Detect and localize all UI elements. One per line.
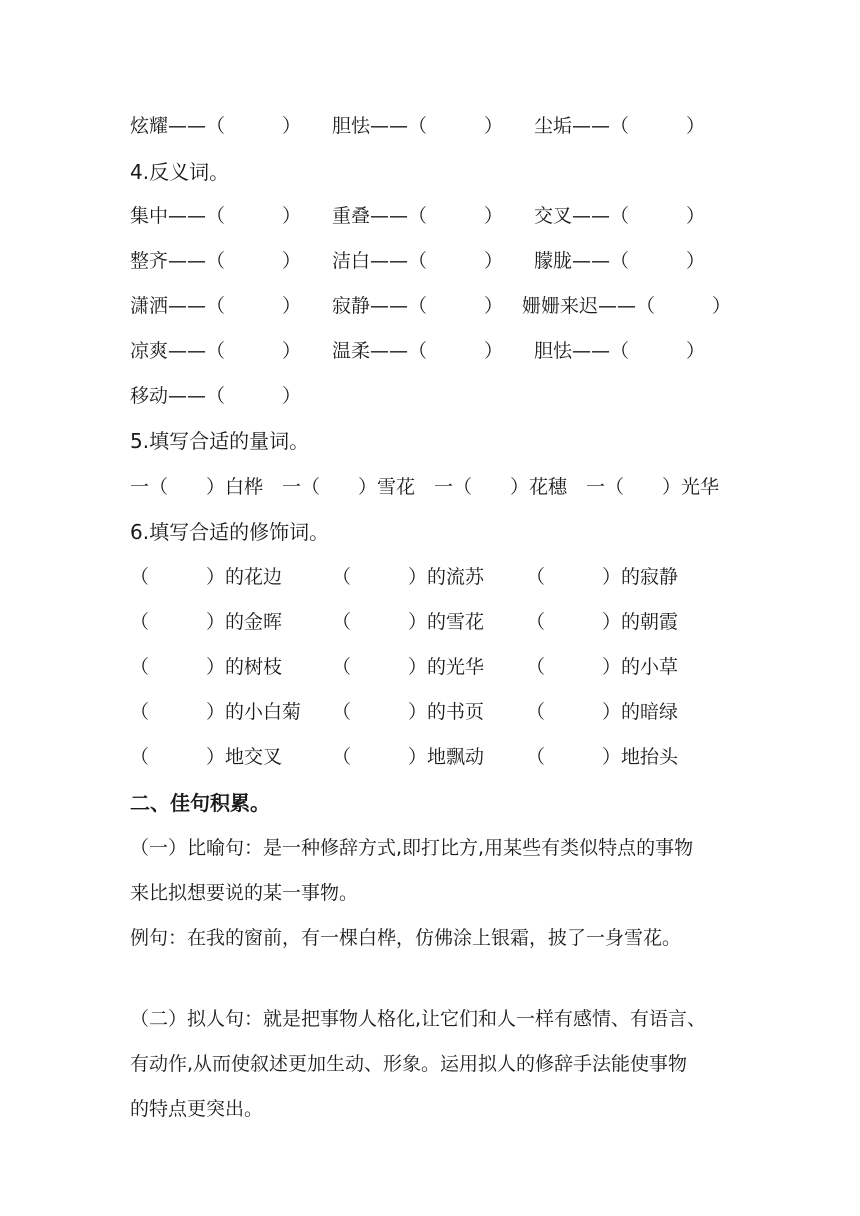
antonym-item: 温柔——（ ） <box>332 340 504 362</box>
antonym-item: 姗姗来迟——（ ） <box>522 295 732 317</box>
modifier-item: （ ）的书页 <box>332 701 485 723</box>
antonym-row <box>0 378 860 414</box>
modifier-row <box>0 694 860 730</box>
personification-definition: 的特点更突出。 <box>130 1098 264 1120</box>
personification-definition: 有动作,从而使叙述更加生动、形象。运用拟人的修辞手法能使事物 <box>130 1053 688 1075</box>
antonym-item: 交叉——（ ） <box>534 205 706 227</box>
modifier-row <box>0 559 860 595</box>
measure-word-item: 一（ ）光华 <box>586 476 720 498</box>
antonym-row <box>0 288 860 324</box>
example-sentence: 例句：在我的窗前，有一棵白桦，仿佛涂上银霜，披了一身雪花。 <box>130 927 682 949</box>
measure-word-item: 一（ ）雪花 <box>282 476 416 498</box>
modifier-item: （ ）地交叉 <box>130 746 283 768</box>
antonym-item: 胆怯——（ ） <box>534 340 706 362</box>
modifier-row <box>0 739 860 775</box>
measure-word-item: 一（ ）花穗 <box>434 476 568 498</box>
modifier-item: （ ）的小草 <box>526 656 679 678</box>
modifier-item: （ ）地飘动 <box>332 746 485 768</box>
modifier-item: （ ）的树枝 <box>130 656 283 678</box>
antonym-row <box>0 198 860 234</box>
modifier-item: （ ）的花边 <box>130 566 283 588</box>
modifier-item: （ ）地抬头 <box>526 746 679 768</box>
metaphor-definition: （一）比喻句：是一种修辞方式,即打比方,用某些有类似特点的事物 <box>130 837 694 859</box>
antonym-row <box>0 333 860 369</box>
modifier-item: （ ）的小白菊 <box>130 701 302 723</box>
synonym-row <box>0 108 860 144</box>
antonym-row <box>0 243 860 279</box>
metaphor-definition: 来比拟想要说的某一事物。 <box>130 882 359 904</box>
measure-word-item: 一（ ）白桦 <box>130 476 264 498</box>
modifier-item: （ ）的金晖 <box>130 611 283 633</box>
personification-definition: （二）拟人句：就是把事物人格化,让它们和人一样有感情、有语言、 <box>130 1008 707 1030</box>
synonym-item: 胆怯——（ ） <box>332 115 504 137</box>
synonym-item: 炫耀——（ ） <box>130 115 302 137</box>
antonym-item: 凉爽——（ ） <box>130 340 302 362</box>
section5-heading: 5.填写合适的量词。 <box>130 429 310 453</box>
antonym-item: 朦胧——（ ） <box>534 250 706 272</box>
modifier-item: （ ）的雪花 <box>332 611 485 633</box>
modifier-row <box>0 604 860 640</box>
part2-heading: 二、佳句积累。 <box>130 791 270 815</box>
antonym-item: 潇洒——（ ） <box>130 295 302 317</box>
antonym-item: 洁白——（ ） <box>332 250 504 272</box>
section6-heading: 6.填写合适的修饰词。 <box>130 520 330 544</box>
modifier-item: （ ）的寂静 <box>526 566 679 588</box>
modifier-row <box>0 649 860 685</box>
modifier-item: （ ）的流苏 <box>332 566 485 588</box>
measure-word-row <box>0 469 860 505</box>
antonym-item: 移动——（ ） <box>130 385 302 407</box>
synonym-item: 尘垢——（ ） <box>534 115 706 137</box>
antonym-item: 寂静——（ ） <box>332 295 504 317</box>
antonym-item: 集中——（ ） <box>130 205 302 227</box>
antonym-item: 重叠——（ ） <box>332 205 504 227</box>
antonym-item: 整齐——（ ） <box>130 250 302 272</box>
section4-heading: 4.反义词。 <box>130 160 230 184</box>
modifier-item: （ ）的光华 <box>332 656 485 678</box>
modifier-item: （ ）的朝霞 <box>526 611 679 633</box>
modifier-item: （ ）的暗绿 <box>526 701 679 723</box>
